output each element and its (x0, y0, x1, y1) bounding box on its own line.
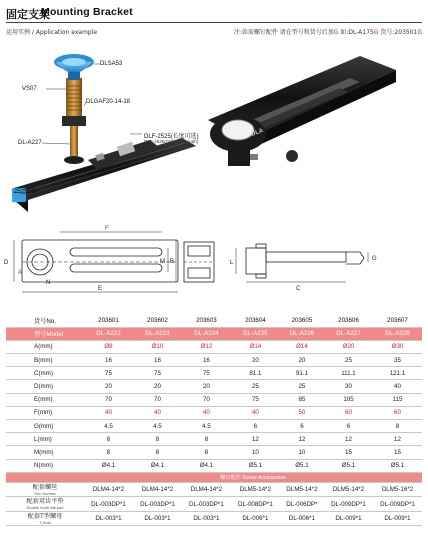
brand-mark: DLA (250, 128, 265, 138)
title-divider (6, 22, 422, 23)
callout-dlsa53: DLSA53 (100, 61, 123, 67)
table-cell: 75 (133, 367, 182, 380)
table-cell: DL-006*1 (280, 511, 324, 526)
row-label: 型号Model (6, 327, 84, 340)
callout-dlf2525: DLF-2525(长度可选) (144, 134, 199, 140)
table-cell: DL-A222 (84, 327, 133, 340)
order-note-example-model: 如:DL-A175 (338, 29, 374, 36)
page-title-en: Mounting Bracket (41, 6, 133, 18)
table-cell: 12 (373, 433, 422, 446)
table-cell: DL-008DP*1 (231, 497, 280, 512)
table-cell: 70 (182, 393, 231, 406)
table-cell: 4.5 (182, 420, 231, 433)
row-label: C(mm) (6, 367, 84, 380)
accessory-label (6, 511, 84, 526)
dim-label-a: A (18, 270, 23, 276)
table-cell: Ø10 (133, 340, 182, 353)
callout-2525dg: 2525DG (14, 189, 37, 195)
table-cell: 203603 (182, 314, 231, 327)
callout-dla227: DL-A227 (18, 140, 42, 146)
table-cell: Ø5.1 (373, 459, 422, 472)
table-header-row (6, 314, 422, 327)
page-header (0, 0, 428, 40)
table-cell: Ø20 (324, 340, 373, 353)
table-cell: 10 (231, 446, 280, 459)
dim-label-f: F (105, 226, 109, 232)
order-note-g: G (333, 29, 339, 36)
table-row (6, 406, 422, 419)
table-row (6, 459, 422, 472)
table-cell: DLM4-14*2 (182, 482, 231, 497)
table-cell: DLM5-14*2 (231, 482, 280, 497)
dim-label-g: G (372, 256, 377, 262)
table-row (6, 367, 422, 380)
table-row (6, 380, 422, 393)
accessory-row (6, 482, 422, 497)
accessory-row (6, 511, 422, 526)
accessory-label (6, 482, 84, 497)
technical-drawing (0, 212, 428, 314)
table-cell: 91.1 (280, 367, 324, 380)
table-cell: DL-003DP*1 (182, 497, 231, 512)
plan-view (14, 232, 178, 292)
table-cell: DL-A225 (231, 327, 280, 340)
application-photo (0, 40, 428, 212)
table-cell: DLM4-14*2 (133, 482, 182, 497)
table-cell: 40 (133, 406, 182, 419)
table-cell: 70 (84, 393, 133, 406)
application-example-label: 运用实例 / Application example (6, 29, 98, 36)
table-cell: 121.1 (373, 367, 422, 380)
table-cell: 10 (280, 446, 324, 459)
table-cell: 12 (231, 433, 280, 446)
table-cell: DLM5-16*2 (373, 482, 422, 497)
table-cell: 8 (373, 420, 422, 433)
dim-label-b: B (170, 259, 175, 265)
table-cell: DL-003*1 (182, 511, 231, 526)
table-cell: 50 (280, 406, 324, 419)
accessory-label-cn: 配套螺丝 (32, 483, 58, 491)
row-label: G(mm) (6, 420, 84, 433)
table-cell: 30 (324, 380, 373, 393)
accessory-heading-row (6, 472, 422, 482)
table-cell: DL-003*1 (133, 511, 182, 526)
table-cell: 8 (84, 433, 133, 446)
table-cell: 12 (324, 433, 373, 446)
table-cell: 8 (182, 446, 231, 459)
suction-cup (54, 54, 94, 80)
table-cell: DL-003*1 (84, 511, 133, 526)
callout-dlgaf: DLGAF20-14-18 (86, 99, 131, 105)
accessory-heading: 螺钉配件 Screw Accessories (84, 472, 422, 482)
table-cell: 203607 (373, 314, 422, 327)
table-cell: DLM5-14*2 (280, 482, 324, 497)
dim-label-n: N (46, 280, 51, 286)
order-note (234, 27, 422, 36)
table-cell: 16 (182, 354, 231, 367)
table-cell: 20 (182, 380, 231, 393)
table-cell: 81.1 (231, 367, 280, 380)
table-cell: DLM4-14*2 (84, 482, 133, 497)
order-note-g: G (417, 29, 422, 36)
table-cell: 4.5 (133, 420, 182, 433)
table-cell: DL-A226 (280, 327, 324, 340)
table-cell: 75 (182, 367, 231, 380)
accessory-label-en: T-Nuts (39, 519, 51, 525)
table-cell: DLM5-14*2 (324, 482, 373, 497)
table-cell: DL-A227 (324, 327, 373, 340)
table-cell: 60 (324, 406, 373, 419)
accessory-label-cn: 配套双齿平垫 (26, 498, 64, 505)
table-cell: 40 (182, 406, 231, 419)
table-cell: 20 (280, 354, 324, 367)
table-cell: 15 (324, 446, 373, 459)
table-cell: 85 (280, 393, 324, 406)
table-cell: 25 (231, 380, 280, 393)
order-note-g: G (373, 29, 379, 36)
table-cell: Ø5.1 (280, 459, 324, 472)
table-cell: 16 (133, 354, 182, 367)
table-cell: 111.1 (324, 367, 373, 380)
table-cell: Ø4.1 (84, 459, 133, 472)
dim-label-c: C (296, 286, 301, 292)
table-cell: 203601 (84, 314, 133, 327)
table-cell: DL-003DP*1 (84, 497, 133, 512)
table-cell: 12 (280, 433, 324, 446)
table-cell: 40 (84, 406, 133, 419)
table-cell: Ø4.1 (133, 459, 182, 472)
table-cell: 6 (280, 420, 324, 433)
page-title-cn: 固定支架 (6, 8, 50, 21)
table-cell: 75 (84, 367, 133, 380)
dim-label-d: D (4, 260, 9, 266)
table-cell: 70 (133, 393, 182, 406)
row-label: E(mm) (6, 393, 84, 406)
mounting-bracket (208, 56, 396, 166)
table-cell: 8 (84, 446, 133, 459)
brass-standoff (62, 78, 86, 164)
table-cell: 203606 (324, 314, 373, 327)
callout-vs07: VS07 (22, 86, 37, 92)
row-label: A(mm) (6, 340, 84, 353)
table-row (6, 354, 422, 367)
table-cell: 25 (324, 354, 373, 367)
accessory-row (6, 497, 422, 512)
table-cell: 20 (231, 354, 280, 367)
table-cell: DL-A223 (133, 327, 182, 340)
table-row (6, 340, 422, 353)
row-label (6, 472, 84, 482)
table-cell: DL-009*1 (324, 511, 373, 526)
table-cell: Ø14 (280, 340, 324, 353)
table-cell: 15 (373, 446, 422, 459)
table-cell: 60 (373, 406, 422, 419)
table-row (6, 393, 422, 406)
table-cell: DL-009DP*1 (324, 497, 373, 512)
order-note-example-no: 货号:203501 (378, 29, 418, 36)
row-label: M(mm) (6, 446, 84, 459)
table-cell: 8 (133, 446, 182, 459)
dim-label-e: E (98, 286, 103, 292)
dim-label-m: M (160, 259, 165, 265)
table-cell: Ø8 (84, 340, 133, 353)
table-cell: 8 (182, 433, 231, 446)
table-cell: DL-A228 (373, 327, 422, 340)
accessory-label-cn: 配套T型螺母 (27, 512, 63, 520)
table-cell: Ø30 (373, 340, 422, 353)
table-cell: 40 (373, 380, 422, 393)
spec-table (6, 314, 422, 526)
table-cell: DL-A224 (182, 327, 231, 340)
table-model-row (6, 327, 422, 340)
table-cell: 25 (280, 380, 324, 393)
table-cell: Ø12 (182, 340, 231, 353)
aluminum-profile (12, 138, 199, 212)
table-cell: 203604 (231, 314, 280, 327)
table-cell: 75 (231, 393, 280, 406)
table-cell: DL-006*1 (231, 511, 280, 526)
table-cell: DL-009DP*1 (373, 497, 422, 512)
table-cell: 105 (324, 393, 373, 406)
table-row (6, 420, 422, 433)
accessory-label-en: Sun Screws (34, 490, 56, 496)
dim-label-l: L (230, 260, 234, 266)
table-cell: Ø5.1 (231, 459, 280, 472)
table-cell: 40 (231, 406, 280, 419)
row-label: 货号No. (6, 314, 84, 327)
table-row (6, 446, 422, 459)
row-label: D(mm) (6, 380, 84, 393)
table-cell: Ø5.1 (324, 459, 373, 472)
table-cell: 8 (133, 433, 182, 446)
callout-dlf2525-en: DLF-2525(Optional length) (144, 139, 199, 144)
table-cell: 203605 (280, 314, 324, 327)
table-cell: DL-006DP* (280, 497, 324, 512)
table-cell: 203602 (133, 314, 182, 327)
table-cell: 35 (373, 354, 422, 367)
table-cell: 6 (324, 420, 373, 433)
table-cell: 16 (84, 354, 133, 367)
table-row (6, 433, 422, 446)
table-cell: 115 (373, 393, 422, 406)
spec-table-body (6, 314, 422, 526)
row-label: F(mm) (6, 406, 84, 419)
row-label: B(mm) (6, 354, 84, 367)
side-view (236, 244, 368, 282)
end-view (184, 242, 214, 282)
order-note-prefix: 注:如需螺钉配件 请在型号和货号后加 (233, 29, 334, 36)
table-cell: 20 (84, 380, 133, 393)
table-cell: Ø4.1 (182, 459, 231, 472)
table-cell: DL-003DP*1 (133, 497, 182, 512)
table-cell: 20 (133, 380, 182, 393)
accessory-label-en: Double tooth flat pad (26, 505, 64, 510)
row-label: L(mm) (6, 433, 84, 446)
accessory-label (6, 497, 84, 512)
table-cell: 6 (231, 420, 280, 433)
row-label: N(mm) (6, 459, 84, 472)
table-cell: Ø14 (231, 340, 280, 353)
table-cell: 4.5 (84, 420, 133, 433)
table-cell: DL-009*1 (373, 511, 422, 526)
